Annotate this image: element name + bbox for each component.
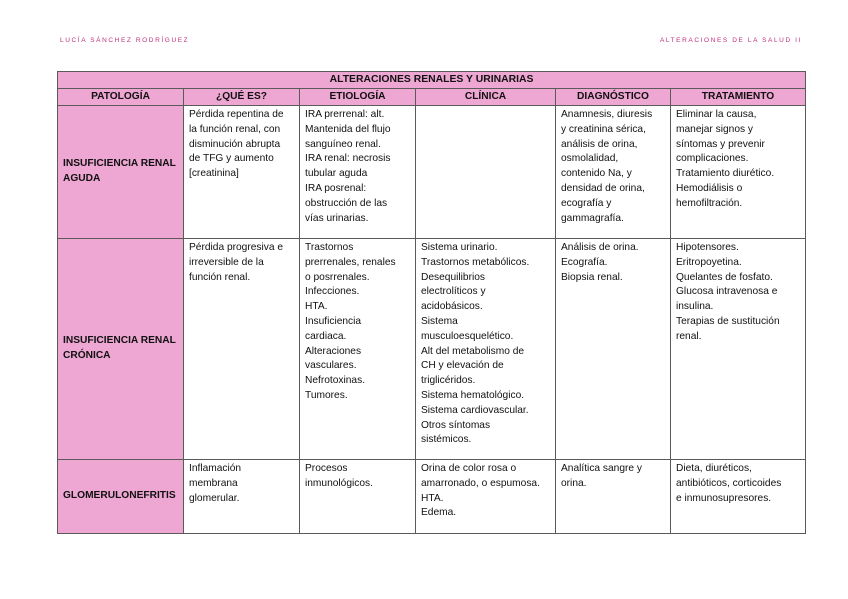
cell-line: síntomas y prevenir — [676, 138, 765, 150]
pathology-table — [57, 71, 806, 534]
cell-line: vasculares. — [305, 360, 357, 372]
cell-line: Inflamación — [189, 463, 242, 474]
cell-line: y creatinina sérica, — [561, 123, 646, 135]
cell-line: Sistema hematológico. — [421, 389, 525, 401]
column-header: ¿QUÉ ES? — [184, 89, 300, 106]
column-header: PATOLOGÍA — [58, 89, 184, 106]
treatment-cell — [671, 106, 806, 239]
cell-line: Ecografía. — [561, 256, 608, 268]
cell-line: Alt del metabolismo de — [421, 345, 525, 357]
cell-line: Hemodiálisis o — [676, 182, 743, 194]
cell-line: acidobásicos. — [421, 301, 483, 313]
cell-line: obstrucción de las — [305, 197, 388, 209]
cell-line: Procesos — [305, 463, 348, 474]
cell-line: glomerular. — [189, 492, 240, 504]
cell-line: IRA renal: necrosis — [305, 153, 391, 165]
diagnosis-cell — [556, 239, 671, 460]
cell-line: prerrenales, renales — [305, 256, 396, 268]
cell-line: Terapias de sustitución — [676, 315, 780, 327]
column-header: TRATAMIENTO — [671, 89, 806, 106]
column-header: DIAGNÓSTICO — [556, 89, 671, 106]
cell-line: Nefrotoxinas. — [305, 375, 366, 387]
cell-line: Quelantes de fosfato. — [676, 271, 773, 283]
cell-line: INSUFICIENCIA RENAL — [63, 335, 176, 347]
etiology-cell — [300, 460, 416, 534]
cell-line: GLOMERULONEFRITIS — [63, 490, 176, 502]
pathology-cell — [58, 106, 184, 239]
cell-line: Sistema cardiovascular. — [421, 404, 529, 416]
cell-line: insulina. — [676, 301, 714, 313]
pathology-cell — [58, 460, 184, 534]
cell-line: renal. — [676, 330, 702, 342]
cell-line: Mantenida del flujo — [305, 123, 391, 135]
cell-line: función renal. — [189, 271, 251, 283]
cell-line: Orina de color rosa o — [421, 463, 517, 474]
table-row — [58, 239, 806, 460]
column-header-row — [58, 89, 806, 106]
column-header: CLÍNICA — [416, 89, 556, 106]
definition-cell — [184, 106, 300, 239]
definition-cell — [184, 239, 300, 460]
table-title: ALTERACIONES RENALES Y URINARIAS — [58, 72, 806, 89]
diagnosis-cell — [556, 106, 671, 239]
cell-line: Alteraciones — [305, 345, 362, 357]
cell-line: Eliminar la causa, — [676, 109, 757, 120]
clinical-cell — [416, 460, 556, 534]
cell-line: sistémicos. — [421, 434, 472, 446]
cell-line: e inmunosupresores. — [676, 492, 772, 504]
treatment-cell — [671, 460, 806, 534]
cell-line: Otros síntomas — [421, 419, 491, 431]
cell-line: análisis de orina, — [561, 138, 638, 150]
cell-line: gammagrafía. — [561, 212, 624, 224]
cell-line: electrolíticos y — [421, 286, 486, 298]
clinical-cell — [416, 106, 556, 239]
cell-line: Trastornos metabólicos. — [421, 256, 530, 268]
cell-line: Eritropoyetina. — [676, 256, 742, 268]
cell-line: hemofiltración. — [676, 197, 743, 209]
table-row — [58, 106, 806, 239]
cell-line: IRA posrenal: — [305, 182, 367, 194]
cell-line: AGUDA — [63, 173, 101, 184]
cell-line: Infecciones. — [305, 286, 360, 298]
cell-line: tubular aguda — [305, 168, 368, 180]
clinical-cell — [416, 239, 556, 460]
cell-line: [creatinina] — [189, 168, 239, 180]
cell-line: HTA. — [421, 492, 444, 504]
diagnosis-cell — [556, 460, 671, 534]
cell-line: inmunológicos. — [305, 477, 373, 489]
cell-line: Edema. — [421, 507, 457, 519]
etiology-cell — [300, 106, 416, 239]
cell-line: Tumores. — [305, 389, 348, 401]
cell-line: Sistema urinario. — [421, 242, 498, 253]
column-header: ETIOLOGÍA — [300, 89, 416, 106]
etiology-cell — [300, 239, 416, 460]
cell-line: Biopsia renal. — [561, 271, 623, 283]
cell-line: complicaciones. — [676, 153, 749, 165]
cell-line: CRÓNICA — [63, 350, 111, 361]
cell-line: densidad de orina, — [561, 182, 645, 194]
definition-cell — [184, 460, 300, 534]
cell-line: vías urinarias. — [305, 212, 369, 224]
cell-line: musculoesquelético. — [421, 330, 514, 342]
pathology-cell — [58, 239, 184, 460]
cell-line: Tratamiento diurético. — [676, 168, 775, 180]
subject-header: ALTERACIONES DE LA SALUD II — [659, 37, 802, 44]
cell-line: Sistema — [421, 315, 458, 327]
cell-line: Dieta, diuréticos, — [676, 463, 752, 474]
cell-line: ecografía y — [561, 197, 612, 209]
cell-line: Glucosa intravenosa e — [676, 286, 778, 298]
cell-line: HTA. — [305, 301, 328, 313]
cell-line: orina. — [561, 477, 587, 489]
cell-line: Analítica sangre y — [561, 463, 642, 474]
author-header: LUCÍA SÁNCHEZ RODRÍGUEZ — [60, 37, 190, 44]
cell-line: la función renal, con — [189, 123, 281, 135]
cell-line: irreversible de la — [189, 256, 264, 268]
cell-line: Análisis de orina. — [561, 242, 639, 253]
cell-line: osmolalidad, — [561, 153, 619, 165]
cell-line: membrana — [189, 477, 238, 489]
cell-line: IRA prerrenal: alt. — [305, 109, 385, 120]
cell-line: cardiaca. — [305, 330, 347, 342]
cell-line: disminución abrupta — [189, 138, 281, 150]
cell-line: Insuficiencia — [305, 315, 362, 327]
cell-line: o posrrenales. — [305, 271, 370, 283]
cell-line: contenido Na, y — [561, 168, 632, 180]
cell-line: INSUFICIENCIA RENAL — [63, 158, 176, 170]
cell-line: triglicéridos. — [421, 375, 476, 387]
cell-line: Hipotensores. — [676, 242, 739, 253]
cell-line: antibióticos, corticoides — [676, 477, 782, 489]
cell-line: CH y elevación de — [421, 360, 504, 372]
cell-line: Desequilibrios — [421, 271, 485, 283]
cell-line: Pérdida repentina de — [189, 109, 284, 120]
cell-line: Pérdida progresiva e — [189, 242, 284, 253]
cell-line: sanguíneo renal. — [305, 138, 381, 150]
cell-line: amarronado, o espumosa. — [421, 477, 540, 489]
cell-line: Trastornos — [305, 242, 354, 253]
treatment-cell — [671, 239, 806, 460]
cell-line: de TFG y aumento — [189, 153, 274, 165]
table-row — [58, 460, 806, 534]
cell-line: Anamnesis, diuresis — [561, 109, 653, 120]
cell-line: manejar signos y — [676, 123, 754, 135]
